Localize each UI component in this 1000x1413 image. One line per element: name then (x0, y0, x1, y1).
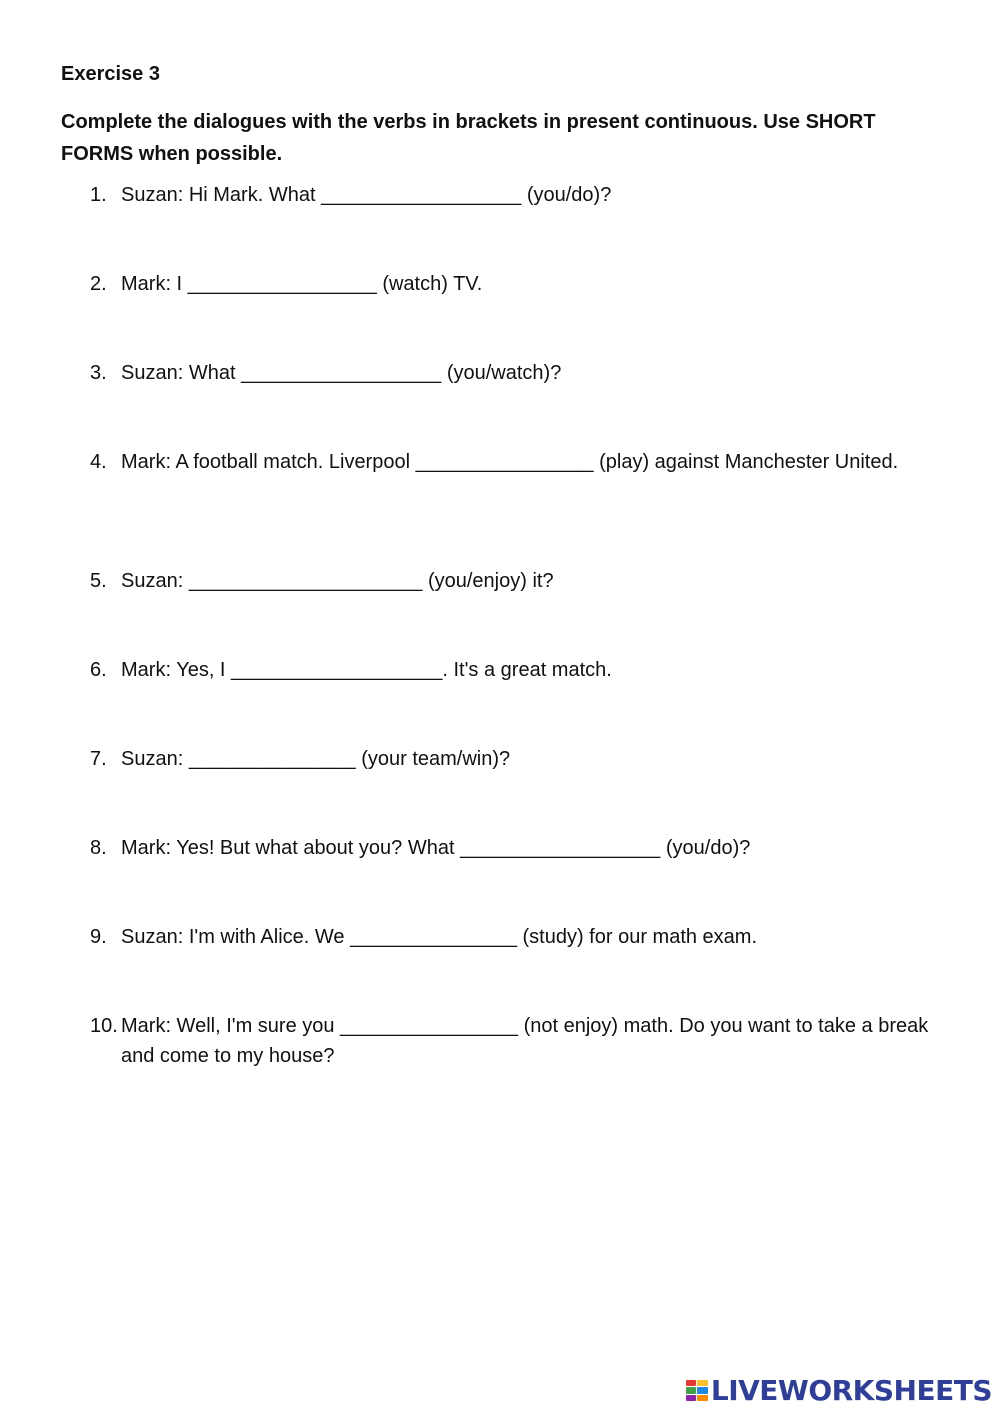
item-number: 10. (90, 1015, 118, 1037)
brand-name: LIVEWORKSHEETS (710, 1374, 992, 1407)
exercise-item-9 (90, 922, 950, 952)
item-text: Suzan: _______________ (your team/win)? (121, 748, 511, 770)
item-text: Mark: I _________________ (watch) TV. (121, 273, 483, 295)
logo-cell (697, 1387, 708, 1394)
exercise-item-7 (90, 744, 950, 774)
exercise-item-5 (90, 566, 950, 596)
exercise-item-8 (90, 833, 950, 863)
liveworksheets-logo (686, 1374, 992, 1407)
logo-grid-icon (686, 1380, 708, 1402)
item-text: Suzan: What __________________ (you/watch)? (121, 362, 562, 384)
item-text: Mark: Yes! But what about you? What __________________ (you/do)? (121, 837, 751, 859)
item-text: Mark: A football match. Liverpool ________________ (play) against Manchester United. (121, 451, 899, 473)
logo-cell (686, 1395, 697, 1402)
item-number: 1. (90, 184, 107, 206)
item-number: 4. (90, 451, 107, 473)
logo-cell (686, 1380, 697, 1387)
item-number: 9. (90, 926, 107, 948)
exercise-item-3 (90, 358, 950, 388)
item-number: 7. (90, 748, 107, 770)
worksheet-instructions: Complete the dialogues with the verbs in brackets in present continuous. Use SHORT FORMS when possible. (61, 111, 876, 165)
logo-cell (697, 1395, 708, 1402)
item-text: Suzan: Hi Mark. What __________________ (you/do)? (121, 184, 612, 206)
item-number: 5. (90, 570, 107, 592)
item-number: 3. (90, 362, 107, 384)
exercise-item-2 (90, 269, 950, 299)
logo-cell (686, 1387, 697, 1394)
item-number: 8. (90, 837, 107, 859)
item-text: Suzan: _____________________ (you/enjoy) it? (121, 570, 554, 592)
item-text: Mark: Yes, I ___________________. It's a great match. (121, 659, 612, 681)
item-number: 2. (90, 273, 107, 295)
worksheet-title: Exercise 3 (61, 63, 160, 85)
exercise-item-10 (90, 1011, 950, 1071)
item-number: 6. (90, 659, 107, 681)
logo-cell (697, 1380, 708, 1387)
exercise-item-4 (90, 447, 950, 477)
item-text: Mark: Well, I'm sure you ________________ (not enjoy) math. Do you want to take a break and come to my house? (121, 1015, 929, 1067)
exercise-item-6 (90, 655, 950, 685)
exercise-item-1 (90, 180, 950, 210)
item-text: Suzan: I'm with Alice. We _______________ (study) for our math exam. (121, 926, 758, 948)
